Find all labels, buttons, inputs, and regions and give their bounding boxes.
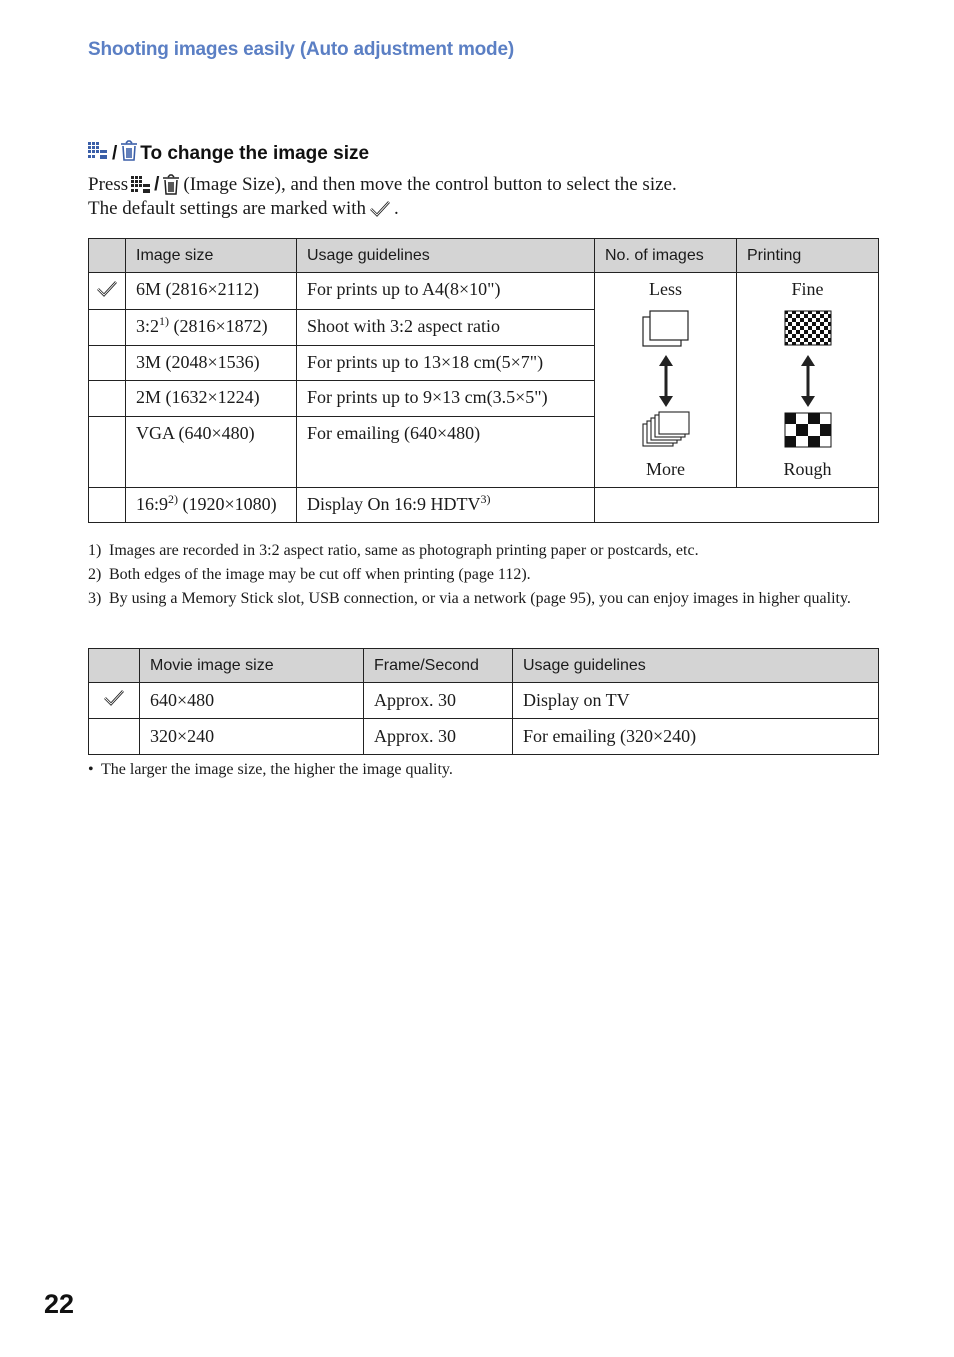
intro-press: Press xyxy=(88,174,129,195)
footnote-3: 3) By using a Memory Stick slot, USB connection, or via a network (page 95), you can enjoy images in higher quality. xyxy=(88,590,851,607)
intro-period: . xyxy=(394,198,399,219)
usage-cell: Display on TV xyxy=(513,683,879,719)
scale-more-label: More xyxy=(646,459,685,479)
image-size-cell: 6M (2816×2112) xyxy=(126,273,297,310)
image-size-icon xyxy=(131,176,151,194)
table-header-row xyxy=(89,239,879,273)
bullet-note xyxy=(88,761,453,779)
image-size-icon xyxy=(88,142,108,166)
fps-cell: Approx. 30 xyxy=(364,719,513,755)
intro-paragraph xyxy=(88,173,908,221)
image-size-table xyxy=(88,238,879,523)
movie-size-cell: 320×240 xyxy=(140,719,364,755)
image-size-cell: 2M (1632×1224) xyxy=(126,381,297,416)
trash-icon xyxy=(162,174,180,196)
section-title-text: To change the image size xyxy=(140,143,370,164)
header-printing: Printing xyxy=(737,239,879,273)
header-image-size: Image size xyxy=(126,239,297,273)
header-movie-size: Movie image size xyxy=(140,649,364,683)
header-check xyxy=(89,649,140,683)
usage-cell: For prints up to 13×18 cm(5×7") xyxy=(297,346,595,381)
no-of-images-scale xyxy=(595,273,737,488)
slash-separator: / xyxy=(154,174,160,195)
usage-cell: For prints up to 9×13 cm(3.5×5") xyxy=(297,381,595,416)
rough-checker-icon xyxy=(784,412,832,448)
footnote-2: 2) Both edges of the image may be cut off when printing (page 112). xyxy=(88,566,531,583)
image-size-cell: 16:9$^{2)}$ (1920×1080) xyxy=(126,488,297,523)
scale-rough-label: Rough xyxy=(783,459,832,479)
usage-cell: Shoot with 3:2 aspect ratio xyxy=(297,310,595,346)
page-number: 22 xyxy=(44,1289,75,1319)
default-check-cell xyxy=(89,273,126,310)
running-head: Shooting images easily (Auto adjustment mode) xyxy=(88,39,514,60)
image-size-cell: 3M (2048×1536) xyxy=(126,346,297,381)
movie-size-cell: 640×480 xyxy=(140,683,364,719)
bullet-mark: • xyxy=(88,761,94,778)
single-image-icon xyxy=(642,310,690,348)
check-cell xyxy=(89,488,126,523)
multiple-images-icon xyxy=(642,411,690,449)
usage-cell: Display On 16:9 HDTV$^{3)}$ xyxy=(297,488,595,523)
table-row xyxy=(89,719,879,755)
intro-after-icons: (Image Size), and then move the control button to select the size. xyxy=(183,174,677,195)
check-cell xyxy=(89,310,126,346)
header-check xyxy=(89,239,126,273)
movie-size-table xyxy=(88,648,879,755)
header-no-of-images: No. of images xyxy=(595,239,737,273)
scale-fine-label: Fine xyxy=(791,279,824,299)
table-row xyxy=(89,683,879,719)
usage-cell: For emailing (640×480) xyxy=(297,416,595,487)
header-frame-second: Frame/Second xyxy=(364,649,513,683)
table-header-row xyxy=(89,649,879,683)
footnote-1: 1) Images are recorded in 3:2 aspect ratio, same as photograph printing paper or postcards, etc. xyxy=(88,542,699,559)
default-check-cell xyxy=(89,683,140,719)
slash-separator: / xyxy=(112,143,118,164)
trash-icon xyxy=(120,140,138,168)
header-usage: Usage guidelines xyxy=(297,239,595,273)
check-cell xyxy=(89,416,126,487)
printing-scale xyxy=(737,273,879,488)
header-usage: Usage guidelines xyxy=(513,649,879,683)
bullet-text: The larger the image size, the higher the image quality. xyxy=(101,761,453,778)
table-row xyxy=(89,273,879,310)
check-cell xyxy=(89,381,126,416)
section-title xyxy=(88,140,369,168)
scale-less-label: Less xyxy=(649,279,682,299)
empty-cell xyxy=(595,488,879,523)
intro-default-text: The default settings are marked with xyxy=(88,198,367,219)
check-cell xyxy=(89,719,140,755)
usage-cell: For prints up to A4(8×10") xyxy=(297,273,595,310)
checkmark-icon xyxy=(369,200,391,218)
checkmark-icon xyxy=(103,689,125,707)
check-cell xyxy=(89,346,126,381)
image-size-cell: 3:2$^{1)}$ (2816×1872) xyxy=(126,310,297,346)
checkmark-icon xyxy=(96,280,118,298)
double-arrow-icon xyxy=(658,354,674,408)
fps-cell: Approx. 30 xyxy=(364,683,513,719)
table-row xyxy=(89,488,879,523)
fine-checker-icon xyxy=(784,310,832,346)
footnotes xyxy=(88,540,868,612)
image-size-cell: VGA (640×480) xyxy=(126,416,297,487)
usage-cell: For emailing (320×240) xyxy=(513,719,879,755)
double-arrow-icon xyxy=(800,354,816,408)
